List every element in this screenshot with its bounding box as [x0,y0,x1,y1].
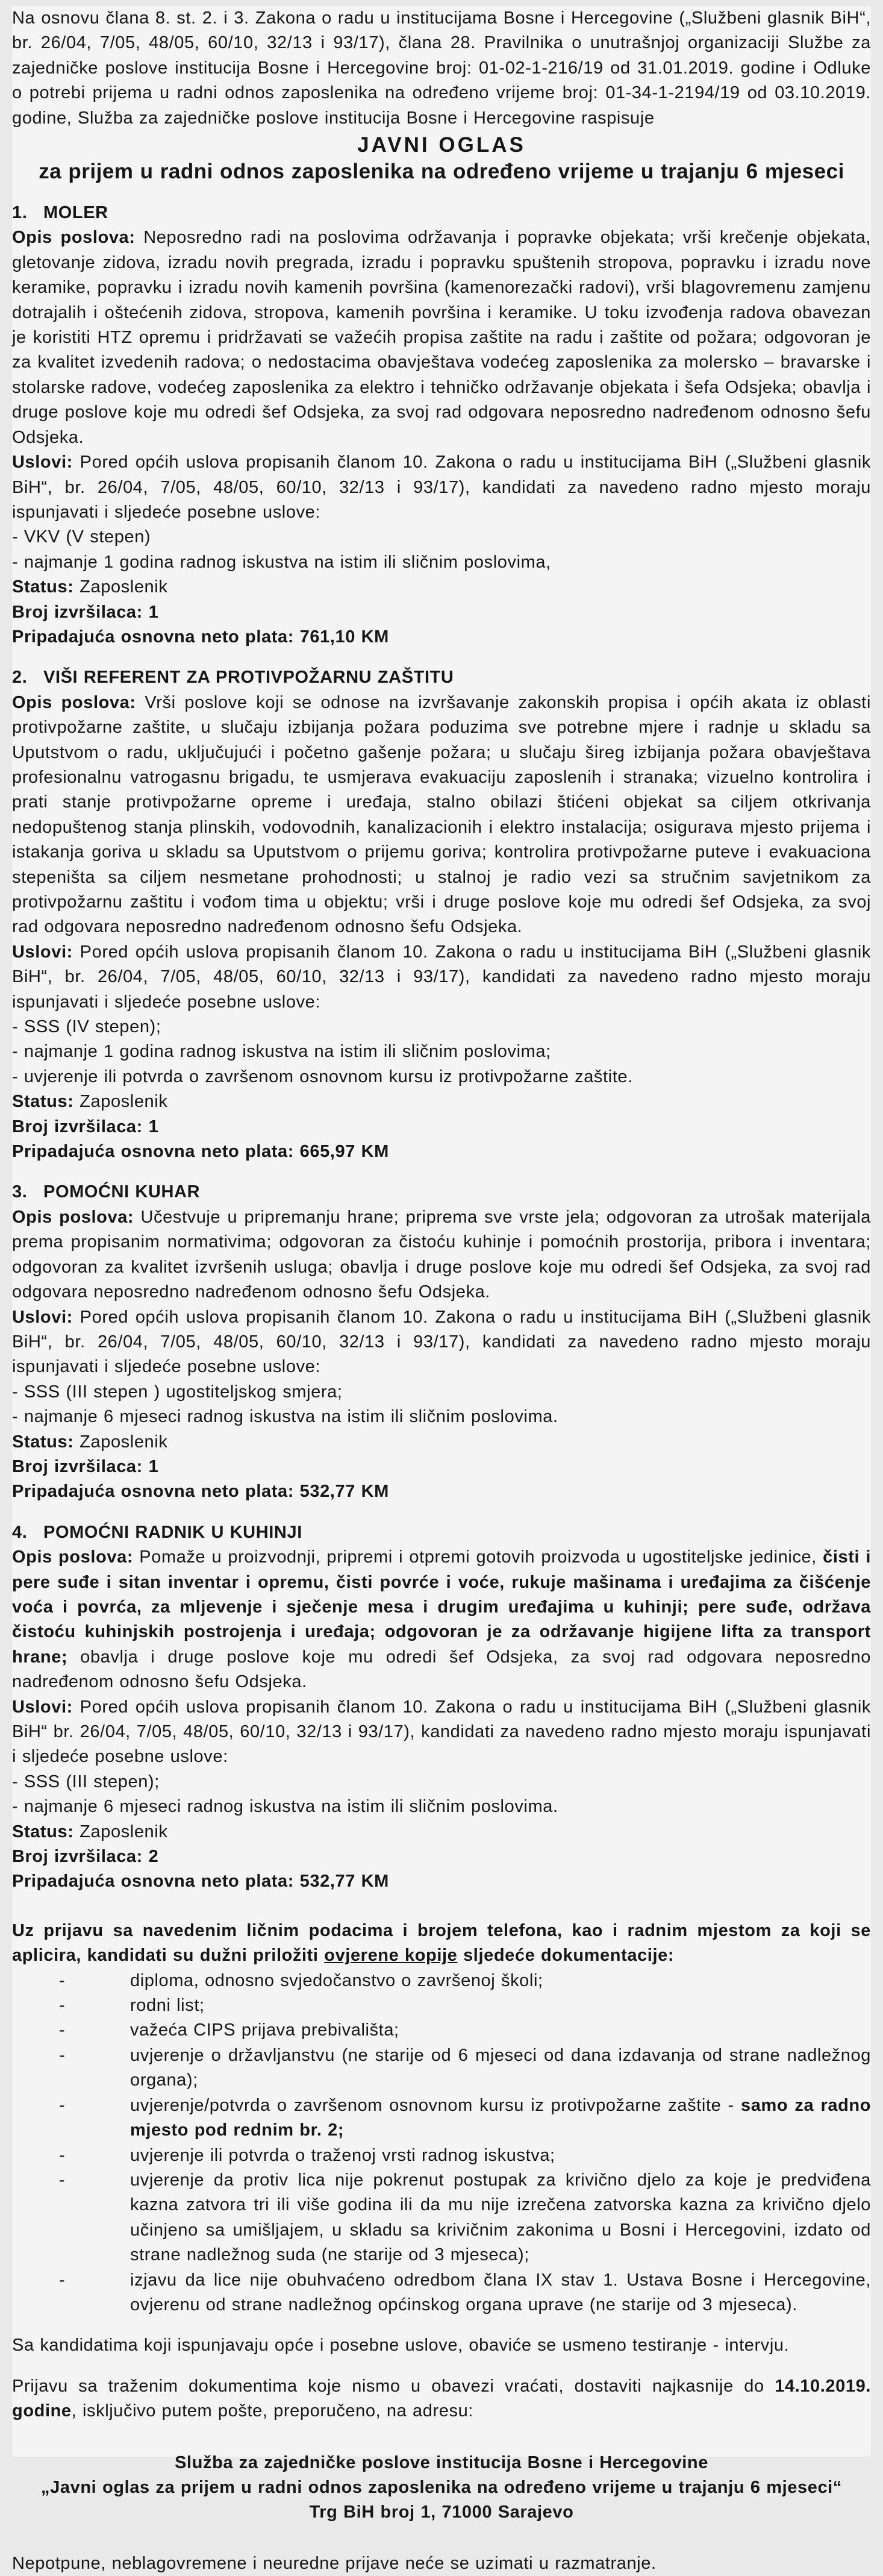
submission-deadline: 14.10.2019. godine [12,2376,871,2421]
list-dash: - [59,1970,66,1990]
conditions-list [12,525,871,575]
label-plata: Pripadajuća osnovna neto plata: [12,1482,294,1502]
position-title: VIŠI REFERENT ZA PROTIVPOŽARNU ZAŠTITU [43,668,454,688]
job-conditions [12,1305,871,1380]
label-broj: Broj izvršilaca: [12,1456,143,1476]
conditions-list [12,1380,871,1430]
list-item [59,2143,871,2168]
job-headcount-value: 1 [148,1456,159,1476]
label-uslovi: Uslovi: [12,453,73,472]
job-conditions [12,940,871,1015]
job-salary [12,1139,871,1164]
list-item-text: uvjerenje o državljanstvu (ne starije od 6 mjeseci od dana izdavanja od strane nadležnog organa); [130,2045,871,2090]
job-status-value: Zaposlenik [80,1432,168,1452]
job-description-text: Učestvuje u pripremanju hrane; priprema sve vrste jela; odgovoran za utrošak materijala prema propisanim normativima; odgovoran za čistoću kuhinje i pomoćnih prostorija, pribora i inventara; odgovoran za kvalitet izvršenih usluga; obavlja i druge poslove koje mu odredi šef Odsjeka, za svoj rad odgovara neposredno nadređenom odnosno šefu Odsjeka. [12,1207,871,1302]
list-item [59,1969,871,1993]
list-item-bold: samo za radno mjesto pod rednim br. 2; [130,2095,872,2140]
newspaper-page [12,6,872,2573]
job-headcount-value: 2 [148,1847,159,1867]
job-headcount-value: 1 [148,1117,159,1136]
list-item [59,1993,871,2018]
job-conditions-text: Pored općih uslova propisanih članom 10. Zakona o radu u institucijama BiH („Službeni glasnik BiH“, br. 26/04, 7/05, 48/05, 60/10, 32/13 i 93/17), kandidati za navedeno radno mjesto moraju ispunjavati i sljedeće posebne uslove: [12,453,871,522]
position-heading [12,1520,871,1545]
address-line: „Javni oglas za prijem u radni odnos zaposlenika na određeno vrijeme u trajanju 6 mjeseci“ [41,2477,842,2497]
position-title: MOLER [43,203,108,223]
list-dash: - [59,2170,66,2190]
list-dash: - [59,2045,66,2065]
documents-intro-end: sljedeće dokumentacije: [457,1946,675,1966]
testing-note: Sa kandidatima koji ispunjavaju opće i posebne uslove, obaviće se usmeno testiranje - intervju. [12,2336,790,2355]
job-description [12,691,871,940]
list-item: - najmanje 6 mjeseci radnog iskustva na istim ili sličnim poslovima. [12,1797,558,1817]
label-uslovi: Uslovi: [12,1307,73,1327]
job-status-value: Zaposlenik [80,577,168,597]
label-status: Status: [12,1092,74,1112]
job-salary [12,625,871,650]
list-item [59,2168,871,2268]
submission-text-end: , isključivo putem pošte, preporučeno, na adresu: [71,2401,473,2421]
postal-address [12,2451,871,2525]
label-status: Status: [12,577,74,597]
label-opis: Opis poslova: [12,1547,134,1567]
submission-text: Prijavu sa traženim dokumentima koje nismo u obavezi vraćati, dostaviti najkasnije do [12,2376,775,2396]
job-conditions-text: Pored općih uslova propisanih članom 10. Zakona o radu u institucijama BiH („Službeni glasnik BiH“, br. 26/04, 7/05, 48/05, 60/10, 32/13 i 93/17), kandidati za navedeno radno mjesto moraju ispunjavati i sljedeće posebne uslove: [12,1307,871,1377]
label-broj: Broj izvršilaca: [12,1847,143,1867]
announcement-title: JAVNI OGLAS [357,133,526,157]
job-status [12,1430,871,1455]
job-salary-value: 665,97 KM [299,1142,389,1162]
job-description-bold: čisti i pere suđe i sitan inventar i opremu, čisti povrće i voće, rukuje mašinama i uređajima za čišćenje voća i povrća, za mljevenje i sječenje mesa i drugim uređajima u kuhinji; pere suđe, održava čistoću kuhinjskih postrojenja i uređaja; odgovoran je za održavanje higijene lifta za transport hrane; [12,1547,871,1667]
list-dash: - [59,2020,66,2040]
job-status [12,1089,871,1114]
job-status-value: Zaposlenik [80,1822,168,1841]
job-description [12,1545,871,1694]
list-item-text: diploma, odnosno svjedočanstvo o završenoj školi; [130,1970,543,1990]
list-item: - SSS (III stepen ) ugostiteljskog smjera; [12,1382,343,1402]
job-conditions-text: Pored općih uslova propisanih članom 10. Zakona o radu u institucijama BiH („Službeni glasnik BiH“, br. 26/04, 7/05, 48/05, 60/10, 32/13 i 93/17), kandidati za navedeno radno mjesto moraju ispunjavati i sljedeće posebne uslove: [12,942,871,1012]
position-heading [12,665,871,690]
announcement-heading [12,132,871,185]
list-item [59,2043,871,2093]
label-opis: Opis poslova: [12,228,136,248]
job-headcount [12,1115,871,1139]
conditions-list [12,1770,871,1820]
list-item-text: uvjerenje ili potvrda o traženoj vrsti radnog iskustva; [130,2145,555,2165]
job-description-rest: obavlja i druge poslove koje mu odredi šef Odsjeka, za svoj rad odgovara neposredno nadređenom odnosno šefu Odsjeka. [12,1647,871,1692]
job-conditions [12,450,871,525]
label-plata: Pripadajuća osnovna neto plata: [12,1872,294,1891]
list-dash: - [59,2095,66,2115]
list-dash: - [59,1996,66,2016]
list-item-text: izjavu da lice nije obuhvaćeno odredbom člana IX stav 1. Ustava Bosne i Hercegovine, ovjerenu od strane nadležnog općinskog organa uprave (ne starije od 3 mjeseca). [130,2270,871,2314]
submission-note [12,2374,871,2424]
list-item: - SSS (III stepen); [12,1772,160,1791]
list-dash: - [59,2145,66,2165]
list-item [59,2018,871,2043]
list-item: - SSS (IV stepen); [12,1017,161,1037]
label-uslovi: Uslovi: [12,942,73,962]
position-title: POMOĆNI KUHAR [43,1182,201,1202]
job-description [12,225,871,450]
label-broj: Broj izvršilaca: [12,602,143,622]
job-description-text: Neposredno radi na poslovima održavanja i popravke objekata; vrši krečenje objekata, gletovanje zidova, izradu novih pregrada, izradu i popravku spuštenih stropova, popravku i izradu nove keramike, popravku i izradu novih kamenih površina (kamenorezački radovi), vrši blagovremenu zamjenu dotrajalih i oštećenih zidova, stropova, kamenih površina i keramike. U toku izvođenja radova obavezan je koristiti HTZ opremu i pridržavati se važećih propisa zaštite na radu i zaštite od požara; odgovoran je za kvalitet izvedenih radova; o nedostacima obavještava vodećeg zaposlenika za molersko – bravarske i stolarske radove, vodećeg zaposlenika za elektro i tehničko održavanje objekata i šefa Odsjeka; obavlja i druge poslove koje mu odredi šef Odsjeka, za svoj rad odgovara neposredno nadređenom odnosno šefu Odsjeka. [12,228,871,447]
list-item [59,2268,871,2318]
position-number: 3. [12,1182,28,1202]
list-item-text: važeća CIPS prijava prebivališta; [130,2020,399,2040]
position-section-1 [12,201,871,650]
job-headcount-value: 1 [148,602,159,622]
job-salary-value: 532,77 KM [299,1482,389,1502]
intro-paragraph: Na osnovu člana 8. st. 2. i 3. Zakona o radu u institucijama Bosne i Hercegovine („Službeni glasnik BiH“, br. 26/04, 7/05, 48/05, 60/10, 32/13 i 93/17), člana 28. Pravilnika o unutrašnjoj organizaciji Službe za zajedničke poslove institucija Bosne i Hercegovine broj: 01-02-1-216/19 od 31.01.2019. godine i Odluke o potrebi prijema u radni odnos zaposlenika na određeno vrijeme broj: 01-34-1-2194/19 od 03.10.2019. godine, Služba za zajedničke poslove institucija Bosne i Hercegovine raspisuje [12,8,871,128]
label-uslovi: Uslovi: [12,1697,73,1717]
position-section-3 [12,1180,871,1504]
label-opis: Opis poslova: [12,692,136,712]
list-item: - najmanje 1 godina radnog iskustva na istim ili sličnim poslovima; [12,1042,551,1062]
label-status: Status: [12,1432,74,1452]
list-item-text: rodni list; [130,1996,205,2016]
job-status [12,1820,871,1844]
job-description-text: Pomaže u proizvodnji, pripremi i otpremi gotovih proizvoda u ugostiteljske jedinice, [139,1547,823,1567]
list-item: - najmanje 6 mjeseci radnog iskustva na istim ili sličnim poslovima. [12,1407,558,1427]
list-item-text: uvjerenje/potvrda o završenom osnovnom kursu iz protivpožarne zaštite - [130,2095,741,2115]
job-salary [12,1479,871,1504]
label-status: Status: [12,1822,74,1841]
address-line: Služba za zajedničke poslove institucija Bosne i Hercegovine [175,2452,708,2472]
announcement-subtitle: za prijem u radni odnos zaposlenika na određeno vrijeme u trajanju 6 mjeseci [39,160,844,184]
list-dash: - [59,2270,66,2290]
final-note: Nepotpune, neblagovremene i neuredne prijave neće se uzimati u razmatranje. [12,2553,657,2573]
list-item-text: uvjerenje da protiv lica nije pokrenut postupak za krivično djelo za koje je predviđena kazna zatvora tri ili više godina ili da mu nije izrečena zatvorska kazna za krivično djelo učinjeno sa umišljajem, u skladu sa krivičnim zakonima u Bosni i Hercegovini, izdato od strane nadležnog suda (ne starije od 3 mjeseca); [130,2170,871,2265]
job-conditions-text: Pored općih uslova propisanih članom 10. Zakona o radu u institucijama BiH („Službeni glasnik BiH“ br. 26/04, 7/05, 48/05, 60/10, 32/13 i 93/17), kandidati za navedeno radno mjesto moraju ispunjavati i sljedeće posebne uslove: [12,1697,871,1767]
address-line: Trg BiH broj 1, 71000 Sarajevo [309,2502,574,2522]
position-heading [12,1180,871,1205]
documents-list [12,1969,871,2318]
documents-intro [12,1919,871,1969]
job-headcount [12,1844,871,1869]
conditions-list [12,1015,871,1089]
job-description [12,1205,871,1305]
position-section-2 [12,665,871,1164]
job-salary-value: 532,77 KM [299,1872,389,1891]
list-item [59,2093,872,2143]
label-plata: Pripadajuća osnovna neto plata: [12,627,294,647]
position-heading [12,201,871,225]
job-salary [12,1869,871,1894]
position-number: 1. [12,203,28,223]
job-headcount [12,1455,871,1479]
position-number: 4. [12,1522,28,1542]
list-item: - uvjerenje ili potvrda o završenom osnovnom kursu iz protivpožarne zaštite. [12,1067,633,1086]
job-salary-value: 761,10 KM [299,627,389,647]
position-section-4 [12,1520,871,1894]
label-opis: Opis poslova: [12,1207,134,1227]
job-headcount [12,600,871,625]
position-number: 2. [12,668,28,688]
position-title: POMOĆNI RADNIK U KUHINJI [43,1522,302,1542]
documents-intro-text: Uz prijavu sa navedenim ličnim podacima i brojem telefona, kao i radnim mjestom za koji se aplicira, kandidati su dužni priložiti [12,1920,871,1966]
list-item: - VKV (V stepen) [12,527,151,547]
job-status-value: Zaposlenik [80,1092,168,1112]
job-status [12,575,871,600]
job-conditions [12,1695,871,1770]
list-item: - najmanje 1 godina radnog iskustva na istim ili sličnim poslovima, [12,552,551,572]
label-broj: Broj izvršilaca: [12,1117,143,1136]
label-plata: Pripadajuća osnovna neto plata: [12,1142,294,1162]
job-description-text: Vrši poslove koji se odnose na izvršavanje zakonskih propisa i općih akata iz oblasti protivpožarne zaštite, u slučaju izbijanja požara poduzima sve potrebne mjere i radnje u skladu sa Uputstvom o radu, uključujući i početno gašenje požara; u slučaju šireg izbijanja požara obavještava profesionalnu vatrogasnu brigadu, te usmjerava evakuaciju zaposlenih i stranaka; vizuelno kontrolira i prati stanje protivpožarne opreme i uređaja, stalno obilazi štićeni objekat sa ciljem otkrivanja nedopuštenog stanja plinskih, vodovodnih, kanalizacionih i elektro instalacija; osigurava mjesto prijema i istakanja goriva u skladu sa Uputstvom o prijemu goriva; kontrolira protivpožarne puteve i evakuaciona stepeništa sa ciljem nesmetane prohodnosti; u stalnoj je radio vezi sa stručnim savjetnikom za protivpožarnu zaštitu i vođom tima u objektu; vrši i druge poslove koje mu odredi šef Odsjeka, za svoj rad odgovara neposredno nadređenom odnosno šefu Odsjeka. [12,692,872,937]
documents-intro-underlined: ovjerene kopije [324,1946,458,1966]
job-announcement [12,6,871,2576]
